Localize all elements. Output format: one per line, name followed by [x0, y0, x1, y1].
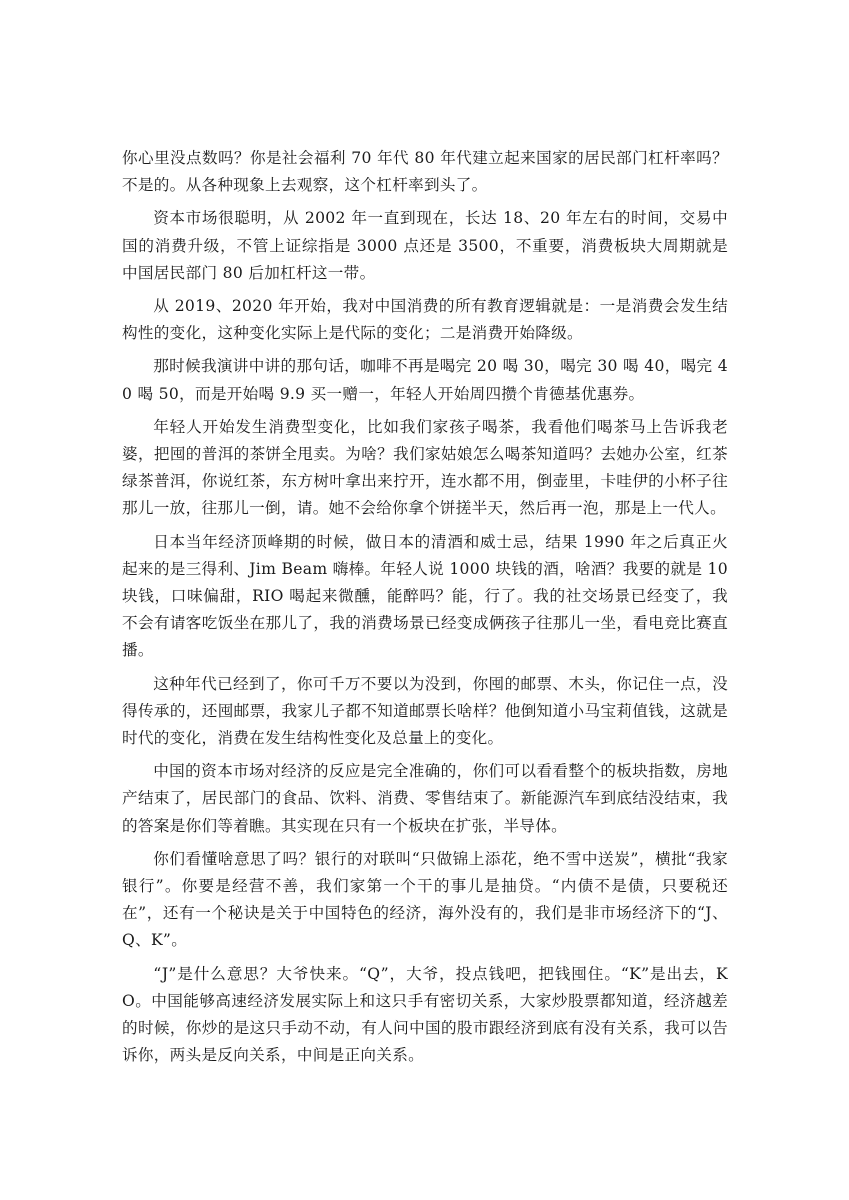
paragraph-5: 年轻人开始发生消费型变化，比如我们家孩子喝茶，我看他们喝茶马上告诉我老婆，把囤的普洱的茶饼全甩卖。为啥？我们家姑娘怎么喝茶知道吗？去她办公室，红茶绿茶普洱，你说红茶，东方树叶拿出来拧开，连水都不用，倒壶里，卡哇伊的小杯子往那儿一放，往那儿一倒，请。她不会给你拿个饼搓半天，然后再一泡，那是上一代人。 — [122, 417, 728, 518]
paragraph-10: “J”是什么意思？大爷快来。“Q”，大爷，投点钱吧，把钱囤住。“K”是出去，KO。中国能够高速经济发展实际上和这只手有密切关系，大家炒股票都知道，经济越差的时候，你炒的是这只手动不动，有人问中国的股市跟经济到底有没有关系，我可以告诉你，两头是反向关系，中间是正向关系。 — [122, 964, 728, 1065]
paragraph-7: 这种年代已经到了，你可千万不要以为没到，你囤的邮票、木头，你记住一点，没得传承的，还囤邮票，我家儿子都不知道邮票长啥样？他倒知道小马宝莉值钱，这就是时代的变化，消费在发生结构性变化及总量上的变化。 — [122, 674, 728, 748]
document-body — [122, 145, 728, 1076]
paragraph-8: 中国的资本市场对经济的反应是完全准确的，你们可以看看整个的板块指数，房地产结束了，居民部门的食品、饮料、消费、零售结束了。新能源汽车到底结没结束，我的答案是你们等着瞧。其实现在只有一个板块在扩张，半导体。 — [122, 762, 728, 835]
paragraph-1: 你心里没点数吗？你是社会福利 70 年代 80 年代建立起来国家的居民部门杠杆率吗？不是的。从各种现象上去观察，这个杠杆率到头了。 — [122, 149, 728, 195]
paragraph-3: 从 2019、2020 年开始，我对中国消费的所有教育逻辑就是：一是消费会发生结构性的变化，这种变化实际上是代际的变化；二是消费开始降级。 — [122, 297, 728, 343]
paragraph-4: 那时候我演讲中讲的那句话，咖啡不再是喝完 20 喝 30，喝完 30 喝 40，喝完 40 喝 50，而是开始喝 9.9 买一赠一，年轻人开始周四攒个肯德基优惠券。 — [122, 357, 728, 403]
paragraph-6: 日本当年经济顶峰期的时候，做日本的清酒和威士忌，结果 1990 年之后真正火起来的是三得利、Jim Beam 嗨棒。年轻人说 1000 块钱的酒，啥酒？我要的就是 10 块钱，口味偏甜，RIO 喝起来微醺，能醉吗？能，行了。我的社交场景已经变了，我不会有请客吃饭坐在那儿了，我的消费场景已经变成俩孩子往那儿一坐，看电竞比赛直播。 — [122, 532, 728, 660]
paragraph-9: 你们看懂啥意思了吗？银行的对联叫“只做锦上添花，绝不雪中送炭”，横批“我家银行”。你要是经营不善，我们家第一个干的事儿是抽贷。“内债不是债，只要税还在”，还有一个秘诀是关于中国特色的经济，海外没有的，我们是非市场经济下的“J、Q、K”。 — [122, 849, 728, 950]
paragraph-2: 资本市场很聪明，从 2002 年一直到现在，长达 18、20 年左右的时间，交易中国的消费升级，不管上证综指是 3000 点还是 3500，不重要，消费板块大周期就是中国居民部门 80 后加杠杆这一带。 — [122, 209, 728, 282]
